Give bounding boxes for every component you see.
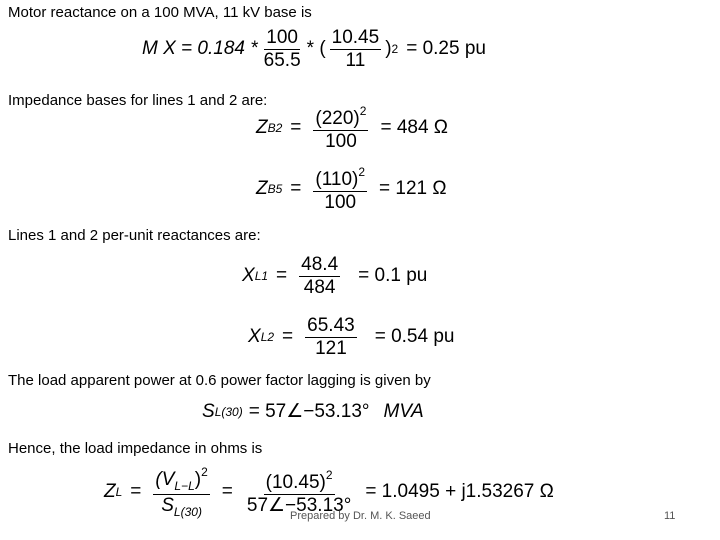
- motor-result: = 0.25 pu: [406, 38, 486, 60]
- load-unit: MVA: [383, 400, 424, 422]
- zb5-subscript: B5: [267, 182, 283, 197]
- xl2-equation: [248, 316, 454, 359]
- load-heading: The load apparent power at 0.6 power factor lagging is given by: [8, 372, 431, 389]
- zl-f2-denominator: 57∠−53.13°: [246, 494, 352, 516]
- zb5-equals: =: [290, 178, 302, 200]
- zl-symbol: Z: [104, 481, 116, 503]
- zb2-equation: [256, 105, 448, 152]
- zb2-fraction: [313, 105, 368, 152]
- bases-heading: Impedance bases for lines 1 and 2 are:: [8, 92, 268, 109]
- load-subscript: L(30): [214, 404, 243, 419]
- xl1-symbol: X: [242, 265, 255, 287]
- zb2-result: = 484 Ω: [380, 117, 449, 139]
- xl1-fraction: [299, 255, 340, 298]
- zl-result: = 1.0495 + j1.53267 Ω: [365, 481, 554, 503]
- lines-heading: Lines 1 and 2 per-unit reactances are:: [8, 227, 261, 244]
- zb5-result: = 121 Ω: [379, 178, 447, 200]
- zb2-numerator: $(220)^2$: [315, 104, 367, 129]
- motor-f1-den: 65.5: [263, 49, 301, 71]
- zb5-symbol: Z: [256, 178, 268, 200]
- motor-heading: Motor reactance on a 100 MVA, 11 kV base is: [8, 4, 312, 21]
- zb5-numerator: $(110)^2$: [315, 165, 366, 190]
- motor-star: * (: [306, 38, 326, 60]
- motor-equation: [142, 28, 486, 71]
- xl2-result: = 0.54 pu: [374, 326, 455, 348]
- zb2-equals: =: [290, 117, 302, 139]
- zb5-equation: [256, 166, 447, 213]
- zb5-denominator: 100: [324, 191, 357, 213]
- motor-f2-den: 11: [345, 49, 366, 71]
- zl-equals-1: =: [130, 481, 142, 503]
- xl2-equals: =: [282, 326, 294, 348]
- xl2-denominator: 121: [315, 337, 347, 359]
- motor-lhs: M X = 0.184 *: [142, 38, 258, 60]
- zl-equals-2: =: [221, 481, 233, 503]
- zl-subscript: L: [115, 485, 123, 500]
- zl-fraction-2: [245, 469, 353, 516]
- load-value: = 57∠−53.13°: [248, 401, 370, 422]
- zl-fraction-1: [153, 466, 209, 518]
- zl-f2-numerator: $(10.45)^2$: [265, 467, 333, 493]
- xl1-denominator: 484: [303, 276, 336, 298]
- xl2-numerator: 65.43: [307, 315, 355, 336]
- zl-f1-denominator: $S_{L(30)}$: [161, 494, 202, 519]
- motor-fraction-2: [330, 28, 382, 71]
- page-number: 11: [664, 510, 676, 522]
- motor-power: 2: [391, 42, 399, 57]
- zl-f1-numerator: $(V_{L-L})^2$: [155, 465, 208, 493]
- motor-fraction-1: [262, 28, 303, 71]
- xl2-subscript: L2: [260, 330, 275, 345]
- xl1-equation: [242, 255, 427, 298]
- motor-f1-num: 100: [266, 27, 298, 48]
- xl1-result: = 0.1 pu: [358, 265, 428, 287]
- zb2-denominator: 100: [325, 130, 357, 152]
- zb2-subscript: B2: [267, 121, 283, 136]
- load-symbol: S: [202, 400, 215, 422]
- footer-credit: Prepared by Dr. M. K. Saeed: [290, 510, 431, 522]
- motor-close: ): [385, 38, 392, 60]
- xl1-subscript: L1: [254, 269, 269, 284]
- impedance-heading: Hence, the load impedance in ohms is: [8, 440, 263, 457]
- xl1-numerator: 48.4: [301, 254, 339, 275]
- xl2-fraction: [305, 316, 357, 359]
- xl2-symbol: X: [248, 326, 261, 348]
- load-equation: [202, 400, 424, 423]
- motor-f2-num: 10.45: [331, 27, 380, 48]
- xl1-equals: =: [276, 265, 288, 287]
- zb5-fraction: [313, 166, 367, 213]
- zb2-symbol: Z: [256, 117, 268, 139]
